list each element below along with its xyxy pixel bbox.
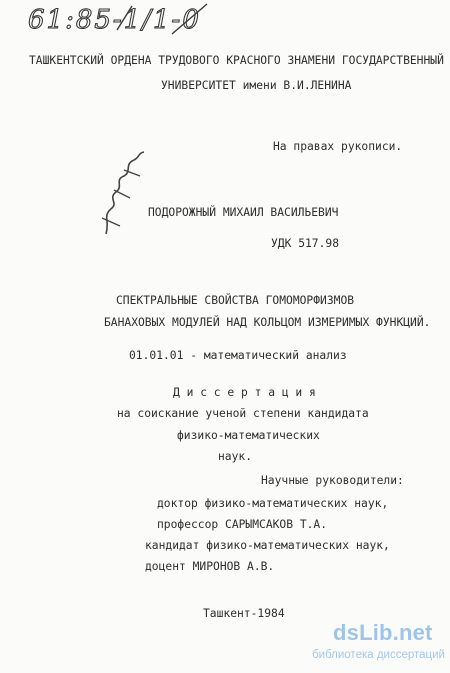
place-and-year: Ташкент-1984 — [203, 607, 285, 620]
advisor-2-name: доцент МИРОНОВ А.В. — [145, 560, 275, 573]
manuscript-rights-note: На правах рукописи. — [273, 140, 403, 153]
degree-line-3: наук. — [218, 450, 253, 463]
advisor-2-degree: кандидат физико-математических наук, — [145, 539, 390, 552]
thesis-title-line-2: БАНАХОВЫХ МОДУЛЕЙ НАД КОЛЬЦОМ ИЗМЕРИМЫХ ФУНКЦИЙ. — [104, 316, 431, 329]
document-type: Д и с с е р т а ц и я — [173, 386, 316, 399]
specialty-code: 01.01.01 - математический анализ — [129, 349, 347, 362]
svg-text:61:85-1/1-0: 61:85-1/1-0 — [28, 5, 201, 35]
thesis-title-line-1: СПЕКТРАЛЬНЫЕ СВОЙСТВА ГОМОМОРФИЗМОВ — [116, 294, 355, 307]
watermark-brand: dsLib.net — [333, 620, 433, 645]
udc-code: УДК 517.98 — [271, 237, 340, 250]
archive-stamp-handwriting — [22, 0, 262, 40]
author-signature — [94, 150, 154, 240]
institution-line-2: УНИВЕРСИТЕТ имени В.И.ЛЕНИНА — [161, 79, 352, 92]
author-name: ПОДОРОЖНЫЙ МИХАИЛ ВАСИЛЬЕВИЧ — [148, 206, 339, 219]
advisors-heading: Научные руководители: — [261, 474, 404, 487]
degree-line-2: физико-математических — [177, 429, 320, 442]
institution-line-1: ТАШКЕНТСКИЙ ОРДЕНА ТРУДОВОГО КРАСНОГО ЗНАМЕНИ ГОСУДАРСТВЕННЫЙ — [29, 54, 444, 67]
dslib-watermark — [312, 620, 445, 666]
advisor-1-name: профессор САРЫМСАКОВ Т.А. — [157, 518, 328, 531]
watermark-tagline: библиотека диссертаций — [312, 649, 445, 661]
advisor-1-degree: доктор физико-математических наук, — [157, 497, 389, 510]
degree-line-1: на соискание ученой степени кандидата — [117, 407, 369, 420]
